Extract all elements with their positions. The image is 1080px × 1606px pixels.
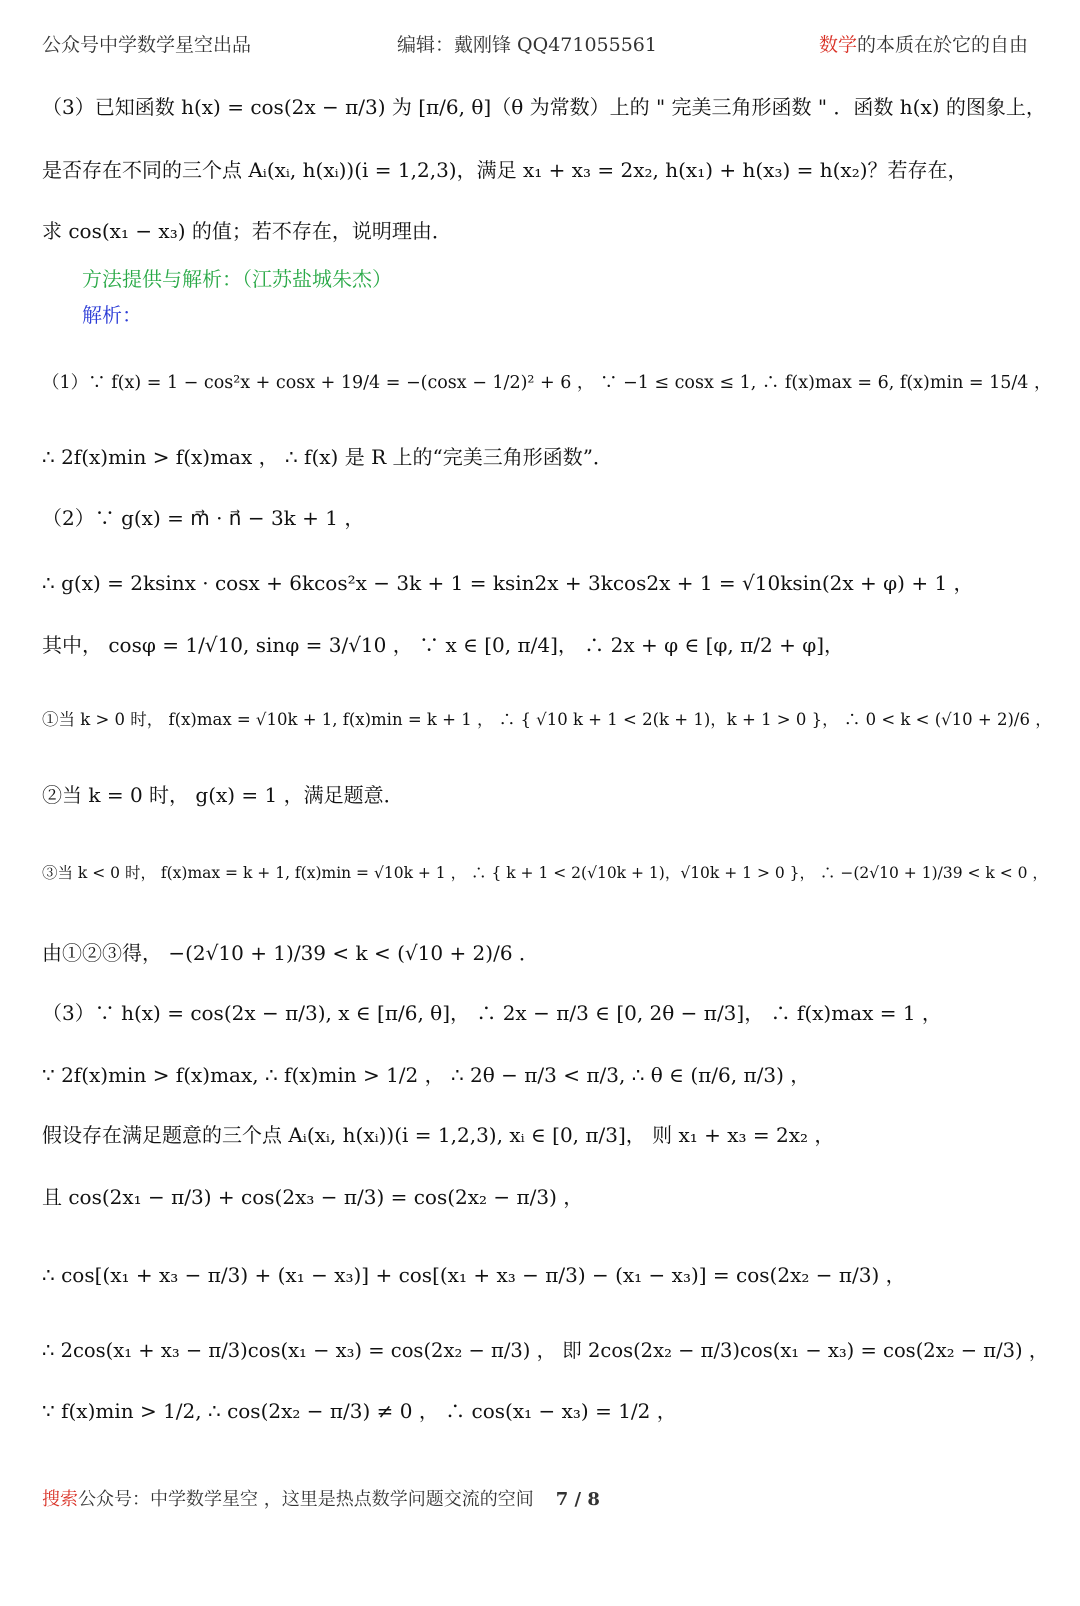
solution-line: ③当 k < 0 时， f(x)max = k + 1, f(x)min = √10k + 1 ， ∴ { k + 1 < 2(√10k + 1)，√10k + 1 > 0 }， ∴ −(2√10 + 1)/39 < k < 0 ，: [42, 864, 1048, 882]
solution-line: ∵ 2f(x)min > f(x)max, ∴ f(x)min > 1/2 ， ∴ 2θ − π/3 < π/3, ∴ θ ∈ (π/6, π/3) ，: [42, 1063, 811, 1087]
solution-line: ∴ g(x) = 2ksinx · cosx + 6kcos²x − 3k + 1 = ksin2x + 3kcos2x + 1 = √10ksin(2x + φ) + 1 ，: [42, 571, 974, 595]
page-number: 7 / 8: [555, 1489, 600, 1510]
solution-line: 且 cos(2x₁ − π/3) + cos(2x₃ − π/3) = cos(2x₂ − π/3) ，: [42, 1185, 584, 1209]
solution-line: ∴ cos[(x₁ + x₃ − π/3) + (x₁ − x₃)] + cos[(x₁ + x₃ − π/3) − (x₁ − x₃)] = cos(2x₂ − π/3) ，: [42, 1263, 906, 1287]
solution-line: 由①②③得， −(2√10 + 1)/39 < k < (√10 + 2)/6 ．: [42, 941, 539, 965]
solution-line: ∵ f(x)min > 1/2, ∴ cos(2x₂ − π/3) ≠ 0 ， ∴ cos(x₁ − x₃) = 1/2 ，: [42, 1399, 677, 1423]
solution-line: （1）∵ f(x) = 1 − cos²x + cosx + 19/4 = −(cosx − 1/2)² + 6 ， ∵ −1 ≤ cosx ≤ 1, ∴ f(x)max = 6, f(x)min = 15/4 ，: [42, 373, 1052, 393]
page-header: [42, 30, 1038, 60]
footer-text: 公众号：中学数学星空 ，这里是热点数学问题交流的空间: [78, 1489, 534, 1510]
footer-search: 搜索: [42, 1489, 78, 1510]
solution-line: 其中， cosφ = 1/√10, sinφ = 3/√10 ， ∵ x ∈ [0, π/4]， ∴ 2x + φ ∈ [φ, π/2 + φ]，: [42, 633, 845, 657]
solution-line: （3）∵ h(x) = cos(2x − π/3), x ∈ [π/6, θ]， ∴ 2x − π/3 ∈ [0, 2θ − π/3]， ∴ f(x)max = 1 ，: [42, 1001, 942, 1025]
motto-rest: 的本质在於它的自由: [856, 34, 1028, 56]
problem-line-1: （3）已知函数 h(x) = cos(2x − π/3) 为 [π/6, θ]（θ 为常数）上的 " 完美三角形函数 " ．函数 h(x) 的图象上，: [42, 95, 1046, 119]
problem-line-3: 求 cos(x₁ − x₃) 的值；若不存在，说明理由．: [42, 219, 452, 243]
header-editor: 编辑：戴刚锋 QQ471055561: [397, 34, 657, 56]
analysis-label: 解析：: [82, 303, 142, 327]
solution-line: ②当 k = 0 时， g(x) = 1 ，满足题意．: [42, 783, 404, 807]
header-left: 公众号中学数学星空出品: [42, 34, 252, 56]
problem-line-2: 是否存在不同的三个点 Aᵢ(xᵢ, h(xᵢ))(i = 1,2,3)，满足 x₁ + x₃ = 2x₂, h(x₁) + h(x₃) = h(x₂)？若存在，: [42, 158, 968, 182]
solution-line: （2）∵ g(x) = m⃗ · n⃗ − 3k + 1 ，: [42, 506, 365, 530]
motto-highlight: 数学: [818, 34, 857, 56]
solution-line: ∴ 2cos(x₁ + x₃ − π/3)cos(x₁ − x₃) = cos(2x₂ − π/3) ， 即 2cos(2x₂ − π/3)cos(x₁ − x₃) = cos(2x₂ − π/3) ，: [42, 1339, 1049, 1362]
solution-line: ①当 k > 0 时， f(x)max = √10k + 1, f(x)min = k + 1 ， ∴ { √10 k + 1 < 2(k + 1)，k + 1 > 0 }， ∴ 0 < k < (√10 + 2)/6 ，: [42, 710, 1052, 729]
solution-line: 假设存在满足题意的三个点 Aᵢ(xᵢ, h(xᵢ))(i = 1,2,3), xᵢ ∈ [0, π/3]， 则 x₁ + x₃ = 2x₂ ，: [42, 1123, 835, 1147]
solution-line: ∴ 2f(x)min > f(x)max ， ∴ f(x) 是 R 上的“完美三角形函数”．: [42, 445, 613, 469]
header-motto: [819, 30, 1028, 57]
page-footer: [42, 1485, 600, 1511]
method-credit: 方法提供与解析：（江苏盐城朱杰）: [82, 267, 392, 291]
